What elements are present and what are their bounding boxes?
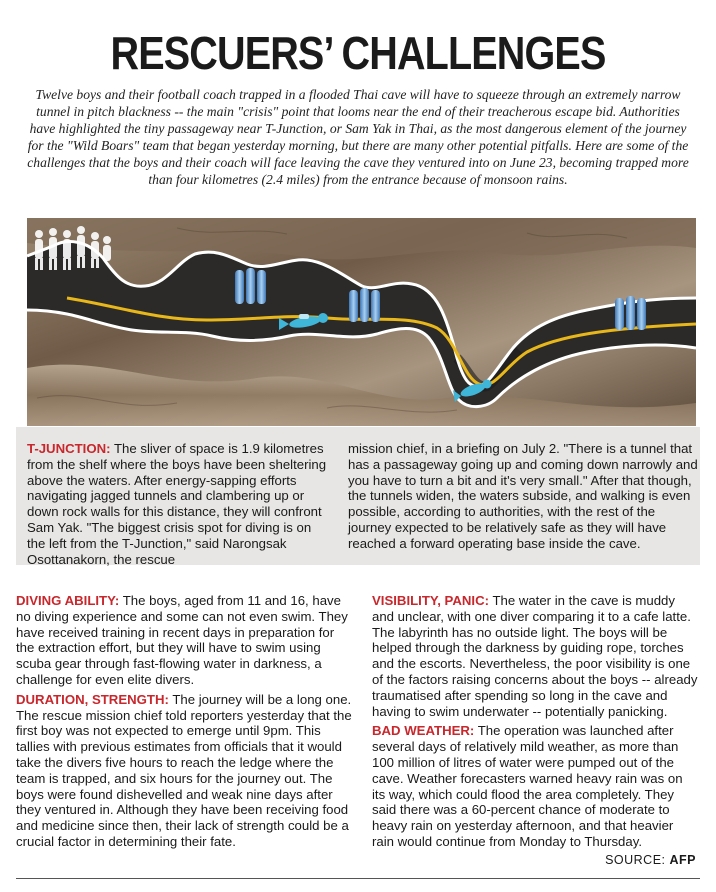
source-value: AFP: [669, 853, 696, 867]
intro-paragraph: Twelve boys and their football coach trapped in a flooded Thai cave will have to squeeze through an extremely narrow tunnel in pitch blackness -- the main "crisis" point that looms near the end of their treacherous escape bid. Authorities have highlighted the tiny passageway near T-Junction, or Sam Yak in Thai, as the most dangerous element of the journey for the "Wild Boars" team that began yesterday morning, but there are many other potential pitfalls. Here are some of the challenges that the boys and their coach will face leaving the cave they ventured into on June 23, becoming trapped more than four kilometres (2.4 miles) from the entrance because of monsoon rains.: [27, 87, 689, 187]
t-junction-heading: T-JUNCTION:: [27, 441, 111, 456]
section-heading: DIVING ABILITY:: [16, 593, 120, 608]
source-label: SOURCE:: [605, 853, 666, 867]
section-heading: DURATION, STRENGTH:: [16, 691, 169, 707]
bottom-rule: [16, 878, 700, 879]
right-column: [372, 593, 698, 854]
t-junction-right-column: [348, 441, 698, 556]
section-text: The water in the cave is muddy and unclear, with one diver comparing it to a cafe latte. The labyrinth has no outside light. The boys will be helped through the darkness by guiding rope, torches and the escorts. Nevertheless, the poor visibility is one of the factors raising concerns about the boys -- already traumatised after spending so long in the cave and having to swim underwater -- potentially panicking.: [372, 593, 698, 719]
oxygen-tanks-group-3: [615, 296, 646, 330]
section-heading: VISIBILITY, PANIC:: [372, 593, 489, 608]
left-column: [16, 593, 352, 854]
section-diving-ability: [16, 593, 352, 688]
cave-illustration: [27, 218, 696, 426]
section-visibility-panic: [372, 593, 698, 719]
section-text: The operation was launched after several days of relatively mild weather, as more than 100 million of litres of water were pumped out of the cave. Weather forecasters warned heavy rain was on its way, which could flood the area completely. They said there was a 60-percent chance of moderate to heavy rain on yesterday afternoon, and that heavier rain would continue from Monday to Thursday.: [372, 723, 683, 849]
t-junction-text-right: mission chief, in a briefing on July 2. "There is a tunnel that has a passageway going up and coming down narrowly and you have to turn a bit and it's very small." After that though, the tunnels widen, the waters subside, and walking is even possible, according to authorities, with the rest of the journey expected to be relatively safe as they will have reached a forward operating base inside the cave.: [348, 441, 698, 551]
section-text: The journey will be a long one. The rescue mission chief told reporters yesterday that the first boy was not expected to emerge until 9pm. This tallies with previous estimates from officials that it would take the divers five hours to reach the ledge where the team is trapped, and six hours for the journey out. The boys were found dishevelled and weak nine days after they ventured in. Although they have been receiving food and medicine since then, their lack of strength could be a crucial factor in determining their fate.: [16, 691, 352, 849]
section-heading: BAD WEATHER:: [372, 723, 475, 739]
section-duration-strength: [16, 692, 352, 850]
oxygen-tanks-group-1: [235, 268, 266, 304]
section-bad-weather: [372, 723, 698, 849]
t-junction-left-column: [27, 441, 333, 571]
t-junction-text-left: The sliver of space is 1.9 kilometres from the shelf where the boys have been sheltering above the waters. After energy-sapping efforts navigating jagged tunnels and clambering up or down rock walls for this distance, they will confront Sam Yak. "The biggest crisis spot for diving is on the left from the T-Junction," said Narongsak Osottanakorn, the rescue: [27, 441, 327, 567]
section-text: The boys, aged from 11 and 16, have no diving experience and some can not even swim. They have received training in recent days in preparation for the extraction effort, but they will have to swim using scuba gear through fast-flowing water in darkness, a challenge for even elite divers.: [16, 593, 348, 687]
source-credit: [605, 853, 696, 867]
oxygen-tanks-group-2: [349, 288, 380, 322]
headline: RESCUERS’ CHALLENGES: [110, 27, 606, 79]
